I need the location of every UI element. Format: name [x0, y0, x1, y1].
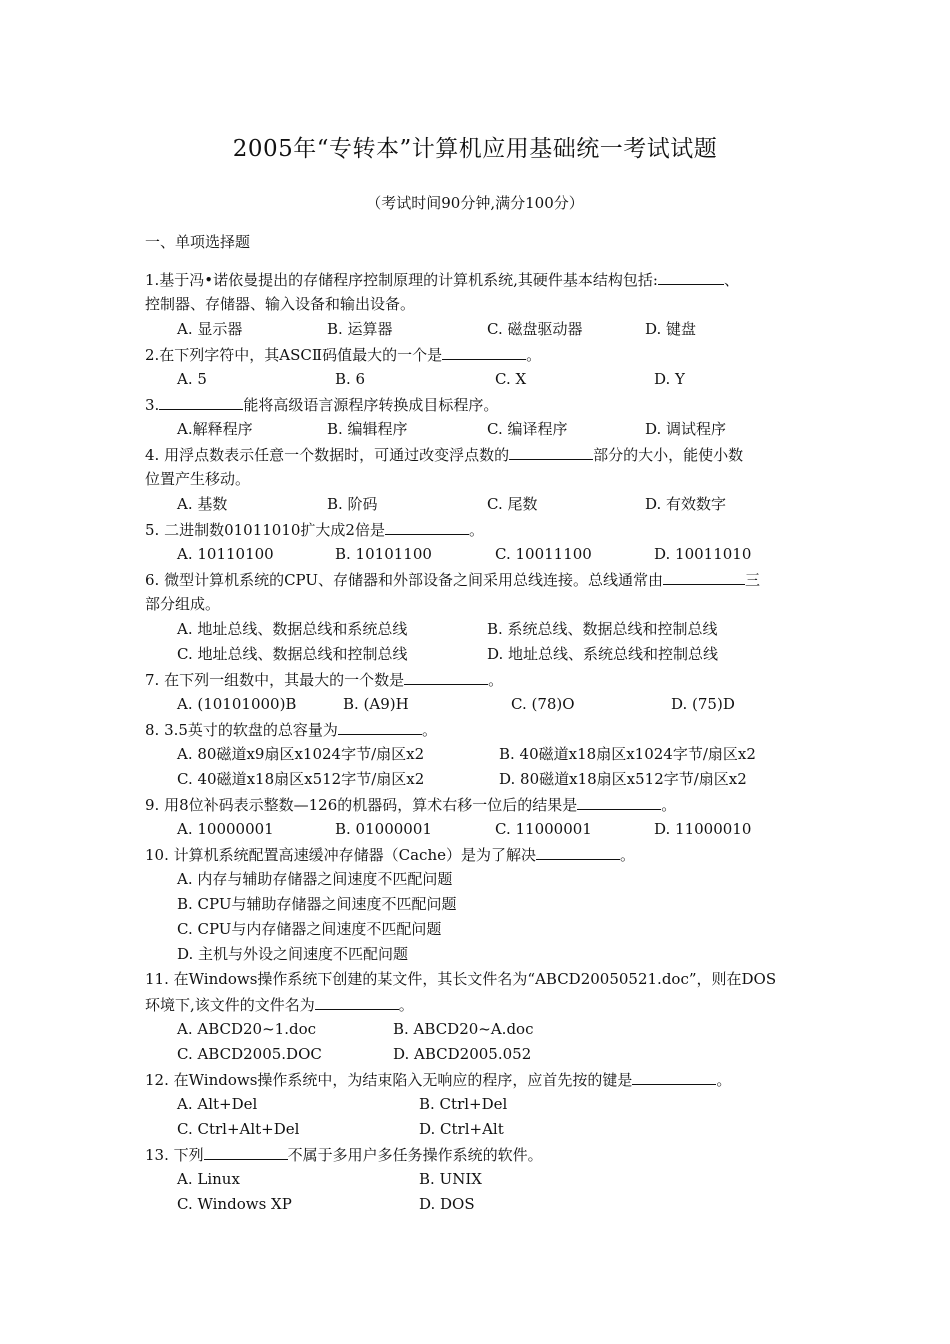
question-10-option-a	[145, 867, 810, 892]
option-d: D. 主机与外设之间速度不匹配问题	[177, 945, 409, 963]
question-11: 11. 在Windows操作系统下创建的某文件，其长文件名为“ABCD20050521.doc”，则在DOS	[145, 970, 777, 988]
question-10-option-d	[145, 942, 810, 967]
question-12: 12. 在Windows操作系统中，为结束陷入无响应的程序，应首先按的键是 。	[145, 1067, 810, 1092]
question-6-cont: 部分组成。	[145, 595, 221, 613]
option-c: C. CPU与内存储器之间速度不匹配问题	[177, 920, 442, 938]
option-b: B. 编辑程序	[327, 420, 408, 438]
option-b: B. 40磁道x18扇区x1024字节/扇区x2	[499, 745, 756, 763]
question-13-options-ab	[145, 1167, 810, 1192]
option-c: C. 地址总线、数据总线和控制总线	[177, 645, 408, 663]
option-c: C. Ctrl+Alt+Del	[177, 1120, 300, 1138]
option-c: C. 11000001	[495, 820, 592, 838]
question-7: 7. 在下列一组数中，其最大的一个数是 。	[145, 667, 810, 692]
question-5-options	[145, 542, 810, 567]
page-title: 2005年“专转本”计算机应用基础统一考试试题	[232, 136, 718, 162]
question-11-cont: 环境下,该文件的文件名为 。	[145, 992, 810, 1017]
answer-blank	[338, 717, 422, 735]
option-a: A. 地址总线、数据总线和系统总线	[177, 620, 408, 638]
question-6-options-cd	[145, 642, 810, 667]
answer-blank	[404, 667, 488, 685]
option-b: B. 运算器	[327, 320, 393, 338]
option-c: C. 40磁道x18扇区x512字节/扇区x2	[177, 770, 425, 788]
option-d: D. 80磁道x18扇区x512字节/扇区x2	[499, 770, 747, 788]
answer-blank	[315, 992, 399, 1010]
option-c: C. 尾数	[487, 495, 538, 513]
option-a: A. 基数	[177, 495, 228, 513]
answer-blank	[159, 392, 243, 410]
option-a: A. 内存与辅助存储器之间速度不匹配问题	[177, 870, 453, 888]
question-11-options-ab	[145, 1017, 810, 1042]
question-12-options-cd	[145, 1117, 810, 1142]
option-b: B. ABCD20~A.doc	[393, 1020, 534, 1038]
option-b: B. Ctrl+Del	[419, 1095, 508, 1113]
option-a: A. 80磁道x9扇区x1024字节/扇区x2	[177, 745, 425, 763]
answer-blank	[658, 267, 724, 285]
option-c: C. Windows XP	[177, 1195, 292, 1213]
option-d: D. (75)D	[671, 695, 735, 713]
option-a: A. ABCD20~1.doc	[177, 1020, 317, 1038]
option-a: A. 5	[177, 370, 207, 388]
question-4-cont: 位置产生移动。	[145, 470, 251, 488]
question-8-options-ab	[145, 742, 810, 767]
question-5: 5. 二进制数01011010扩大成2倍是 。	[145, 517, 810, 542]
option-a: A. 10110100	[177, 545, 274, 563]
option-d: D. Y	[654, 370, 685, 388]
option-d: D. 10011010	[654, 545, 752, 563]
question-list	[145, 267, 810, 1217]
question-2: 2.在下列字符中，其ASCⅡ码值最大的一个是 。	[145, 342, 810, 367]
option-c: C. 磁盘驱动器	[487, 320, 583, 338]
option-d: D. Ctrl+Alt	[419, 1120, 504, 1138]
question-4-options	[145, 492, 810, 517]
section-heading: 一、单项选择题	[145, 233, 251, 251]
answer-blank	[632, 1067, 716, 1085]
question-8: 8. 3.5英寸的软盘的总容量为 。	[145, 717, 810, 742]
question-9: 9. 用8位补码表示整数—126的机器码，算术右移一位后的结果是 。	[145, 792, 810, 817]
option-a: A. Alt+Del	[177, 1095, 258, 1113]
question-6: 6. 微型计算机系统的CPU、存储器和外部设备之间采用总线连接。总线通常由 三	[145, 567, 810, 592]
option-c: C. 10011100	[495, 545, 592, 563]
option-d: D. 11000010	[654, 820, 752, 838]
answer-blank	[663, 567, 745, 585]
question-1: 1.基于冯•诺依曼提出的存储程序控制原理的计算机系统,其硬件基本结构包括: 、	[145, 267, 810, 292]
option-a: A.解释程序	[177, 420, 253, 438]
option-a: A. Linux	[177, 1170, 240, 1188]
question-10: 10. 计算机系统配置高速缓冲存储器（Cache）是为了解决 。	[145, 842, 810, 867]
answer-blank	[385, 517, 469, 535]
option-b: B. (A9)H	[343, 695, 409, 713]
question-9-options	[145, 817, 810, 842]
option-a: A. 10000001	[177, 820, 274, 838]
answer-blank	[536, 842, 620, 860]
answer-blank	[577, 792, 661, 810]
option-c: C. 编译程序	[487, 420, 568, 438]
exam-info: （考试时间90分钟,满分100分）	[366, 194, 584, 212]
question-12-options-ab	[145, 1092, 810, 1117]
question-13: 13. 下列 不属于多用户多任务操作系统的软件。	[145, 1142, 810, 1167]
answer-blank	[204, 1142, 288, 1160]
question-6-options-ab	[145, 617, 810, 642]
question-13-options-cd	[145, 1192, 810, 1217]
option-d: D. 地址总线、系统总线和控制总线	[487, 645, 719, 663]
option-b: B. 01000001	[335, 820, 432, 838]
question-1-cont: 控制器、存储器、输入设备和输出设备。	[145, 295, 416, 313]
question-3: 3. 能将高级语言源程序转换成目标程序。	[145, 392, 810, 417]
option-d: D. 调试程序	[645, 420, 727, 438]
option-b: B. CPU与辅助存储器之间速度不匹配问题	[177, 895, 457, 913]
option-c: C. X	[495, 370, 527, 388]
option-b: B. 阶码	[327, 495, 378, 513]
question-10-option-b	[145, 892, 810, 917]
question-10-option-c	[145, 917, 810, 942]
question-3-options	[145, 417, 810, 442]
question-1-options	[145, 317, 810, 342]
question-4: 4. 用浮点数表示任意一个数据时，可通过改变浮点数的 部分的大小，能使小数	[145, 442, 810, 467]
question-8-options-cd	[145, 767, 810, 792]
option-c: C. ABCD2005.DOC	[177, 1045, 322, 1063]
option-d: D. DOS	[419, 1195, 475, 1213]
option-d: D. 有效数字	[645, 495, 727, 513]
question-11-options-cd	[145, 1042, 810, 1067]
answer-blank	[509, 442, 593, 460]
option-b: B. UNIX	[419, 1170, 482, 1188]
option-d: D. 键盘	[645, 320, 697, 338]
option-a: A. (10101000)B	[177, 695, 297, 713]
option-b: B. 系统总线、数据总线和控制总线	[487, 620, 718, 638]
option-d: D. ABCD2005.052	[393, 1045, 532, 1063]
question-7-options	[145, 692, 810, 717]
option-b: B. 10101100	[335, 545, 432, 563]
option-c: C. (78)O	[511, 695, 575, 713]
option-b: B. 6	[335, 370, 366, 388]
answer-blank	[442, 342, 526, 360]
option-a: A. 显示器	[177, 320, 243, 338]
question-2-options	[145, 367, 810, 392]
